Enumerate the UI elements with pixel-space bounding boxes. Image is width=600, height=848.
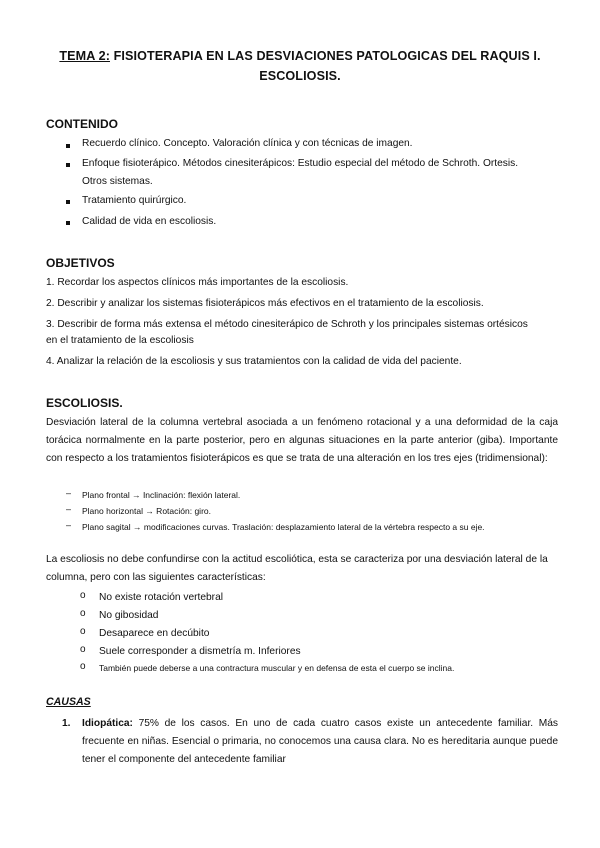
escoliosis-heading: ESCOLIOSIS. [46,396,123,410]
circle-bullet: o [80,644,86,655]
characteristic-item: Suele corresponder a dismetría m. Inferiores [99,646,301,657]
characteristic-item: También puede deberse a una contractura muscular y en defensa de esta el cuerpo se inclina. [99,663,455,673]
plane-item: Plano horizontal → Rotación: giro. [82,506,211,516]
objetivo-item: 3. Describir de forma más extensa el método cinesiterápico de Schroth y los principales sistemas ortésicos [46,319,528,330]
characteristic-item: No gibosidad [99,610,159,621]
causa-text: 75% de los casos. En uno de cada cuatro casos existe un antecedente familiar. Más frecuente en niñas. Esencial o primaria, no conocemos una causa clara. No es hereditaria aunque puede tener el componente del antecedente familiar [82,718,558,765]
title-prefix: TEMA 2: [59,49,110,63]
circle-bullet: o [80,590,86,601]
circle-bullet: o [80,608,86,619]
contenido-bullet-icon [66,144,70,148]
objetivos-heading: OBJETIVOS [46,256,115,270]
contenido-bullet-icon [66,200,70,204]
causa-item [82,715,558,769]
dash-bullet: – [66,488,72,498]
contenido-item-continuation: Otros sistemas. [82,176,153,187]
contenido-heading: CONTENIDO [46,117,118,131]
contenido-item: Tratamiento quirúrgico. [82,195,187,206]
contenido-bullet-icon [66,163,70,167]
escoliosis-paragraph-2: La escoliosis no debe confundirse con la actitud escoliótica, esta se caracteriza por una desviación lateral de la columna, pero con las siguientes características: [46,554,548,583]
causas-heading: CAUSAS [46,696,91,708]
escoliosis-paragraph: Desviación lateral de la columna vertebral asociada a un fenómeno rotacional y a una deformidad de la caja torácica normalmente en la parte posterior, pero en algunas situaciones en la parte anterior (giba). Importante con respecto a los tratamientos fisioterápicos es que se trata de una alteración en los tres ejes (tridimensional): [46,417,558,464]
circle-bullet: o [80,626,86,637]
contenido-item: Enfoque fisioterápico. Métodos cinesiterápicos: Estudio especial del método de Schroth. Ortesis. [82,158,519,169]
objetivo-item-continuation: en el tratamiento de la escoliosis [46,335,194,346]
objetivo-item: 2. Describir y analizar los sistemas fisioterápicos más efectivos en el tratamiento de la escoliosis. [46,298,484,309]
circle-bullet: o [80,661,86,672]
objetivo-item: 4. Analizar la relación de la escoliosis y sus tratamientos con la calidad de vida del paciente. [46,356,462,367]
plane-item: Plano frontal → Inclinación: flexión lateral. [82,490,241,500]
characteristic-item: Desaparece en decúbito [99,628,210,639]
characteristic-item: No existe rotación vertebral [99,592,224,603]
causa-number: 1. [62,718,71,729]
plane-item: Plano sagital → modificaciones curvas. Traslación: desplazamiento lateral de la vértebra respecto a su eje. [82,522,485,532]
dash-bullet: – [66,504,72,514]
title-line2: ESCOLIOSIS. [259,69,341,83]
document-title [40,46,560,86]
objetivo-item: 1. Recordar los aspectos clínicos más importantes de la escoliosis. [46,277,349,288]
causa-label: Idiopática: [82,718,133,729]
dash-bullet: – [66,520,72,530]
contenido-item: Recuerdo clínico. Concepto. Valoración clínica y con técnicas de imagen. [82,138,413,149]
title-line1: FISIOTERAPIA EN LAS DESVIACIONES PATOLOGICAS DEL RAQUIS I. [109,49,541,63]
contenido-bullet-icon [66,221,70,225]
contenido-item: Calidad de vida en escoliosis. [82,216,217,227]
